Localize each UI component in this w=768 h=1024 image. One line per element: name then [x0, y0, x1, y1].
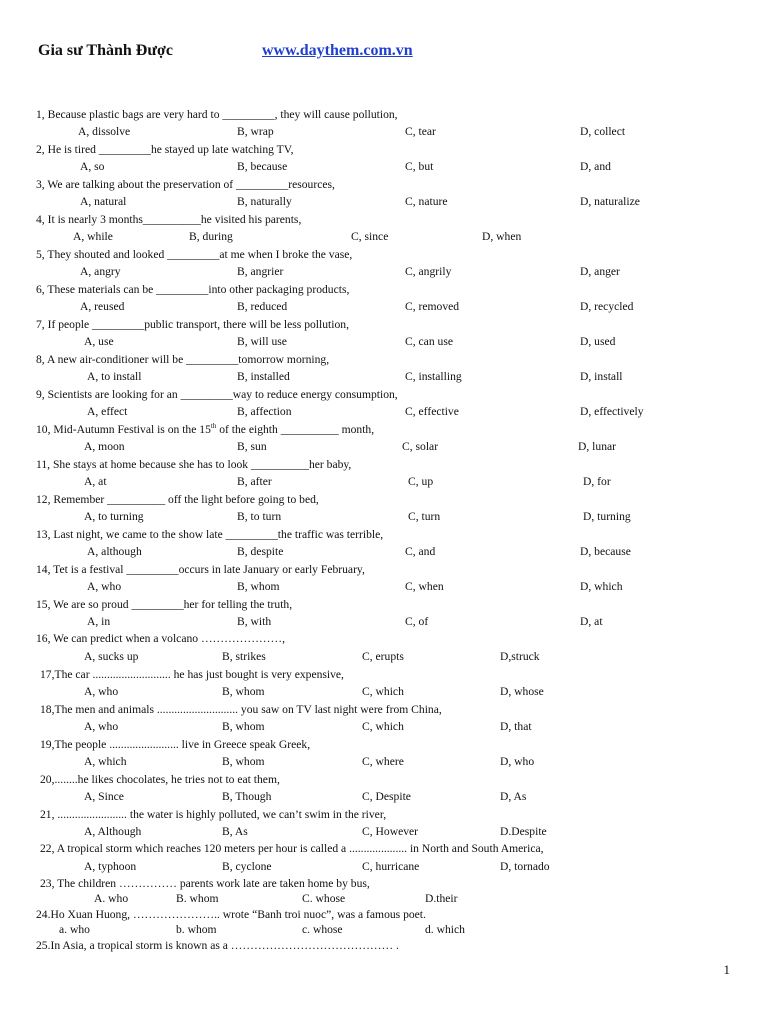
- option-b: B. whom: [176, 892, 219, 905]
- option-a: A, at: [84, 475, 107, 488]
- question-stem: 6, These materials can be _________into other packaging products,: [36, 283, 350, 296]
- question-stem: 9, Scientists are looking for an _________way to reduce energy consumption,: [36, 388, 398, 401]
- question-stem: 4, It is nearly 3 months__________he visited his parents,: [36, 213, 302, 226]
- option-a: A, reused: [80, 300, 125, 313]
- option-c: C, effective: [405, 405, 459, 418]
- option-b: B, wrap: [237, 125, 274, 138]
- option-d: D,struck: [500, 650, 540, 663]
- question-stem: 2, He is tired _________he stayed up late watching TV,: [36, 143, 294, 156]
- option-d: D, anger: [580, 265, 620, 278]
- option-c: C, turn: [408, 510, 441, 523]
- option-a: A, although: [87, 545, 142, 558]
- option-c: C, when: [405, 580, 444, 593]
- option-b: B, to turn: [237, 510, 282, 523]
- option-c: C, installing: [405, 370, 462, 383]
- option-d: D, install: [580, 370, 623, 383]
- question-stem: 8, A new air-conditioner will be _________tomorrow morning,: [36, 353, 330, 366]
- stem-text: 10, Mid-Autumn Festival is on the 15: [36, 423, 211, 436]
- option-b: B, naturally: [237, 195, 292, 208]
- option-d: D, effectively: [580, 405, 644, 418]
- option-a: A, typhoon: [84, 860, 137, 873]
- option-d: D, that: [500, 720, 532, 733]
- option-c: C, of: [405, 615, 429, 628]
- option-d: D, which: [580, 580, 623, 593]
- option-b: B, whom: [237, 580, 280, 593]
- question-stem: 17,The car ........................... he has just bought is very expensive,: [40, 668, 344, 681]
- option-d: D.Despite: [500, 825, 547, 838]
- option-d: D, when: [482, 230, 522, 243]
- question-stem: 22, A tropical storm which reaches 120 meters per hour is called a .................... in North and South America,: [40, 842, 544, 855]
- option-b: B, after: [237, 475, 272, 488]
- option-a: A, effect: [87, 405, 128, 418]
- option-c: C, but: [405, 160, 434, 173]
- question-stem: 1, Because plastic bags are very hard to _________, they will cause pollution,: [36, 108, 398, 121]
- option-b: B, cyclone: [222, 860, 272, 873]
- question-stem: 19,The people ........................ live in Greece speak Greek,: [40, 738, 311, 751]
- question-stem: 11, She stays at home because she has to look __________her baby,: [36, 458, 352, 471]
- option-b: B, despite: [237, 545, 284, 558]
- option-c: C, which: [362, 685, 404, 698]
- option-a: A, in: [87, 615, 111, 628]
- stem-text: of the eighth __________ month,: [216, 423, 375, 436]
- option-a: A, dissolve: [78, 125, 131, 138]
- question-stem: 20,........he likes chocolates, he tries not to eat them,: [40, 773, 280, 786]
- option-c: C, Despite: [362, 790, 411, 803]
- option-a: A, Although: [84, 825, 142, 838]
- website-link[interactable]: www.daythem.com.vn: [262, 42, 413, 59]
- option-a: A, who: [84, 685, 119, 698]
- option-b: B, because: [237, 160, 288, 173]
- option-a: A, angry: [80, 265, 121, 278]
- question-stem: 24.Ho Xuan Huong, ………………….. wrote “Banh troi nuoc”, was a famous poet.: [36, 908, 426, 921]
- option-d: D, tornado: [500, 860, 550, 873]
- option-d: D, because: [580, 545, 631, 558]
- option-d: D, As: [500, 790, 527, 803]
- option-c: C, solar: [402, 440, 439, 453]
- option-c: C, and: [405, 545, 436, 558]
- option-a: A, to turning: [84, 510, 144, 523]
- option-c: C, nature: [405, 195, 448, 208]
- option-a: A. who: [94, 892, 129, 905]
- option-c: C. whose: [302, 892, 346, 905]
- option-b: B, angrier: [237, 265, 284, 278]
- option-d: D, recycled: [580, 300, 634, 313]
- option-a: A, to install: [87, 370, 142, 383]
- option-c: C, However: [362, 825, 419, 838]
- option-a: A, who: [84, 720, 119, 733]
- option-d: D, who: [500, 755, 535, 768]
- question-stem: 21, ........................ the water is highly polluted, we can’t swim in the river,: [40, 808, 387, 821]
- option-d: D, lunar: [578, 440, 616, 453]
- question-stem: 13, Last night, we came to the show late _________the traffic was terrible,: [36, 528, 384, 541]
- option-a: A, sucks up: [84, 650, 139, 663]
- option-a: A, moon: [84, 440, 125, 453]
- option-c: C, since: [351, 230, 389, 243]
- option-a: A, natural: [80, 195, 127, 208]
- option-b: B, strikes: [222, 650, 266, 663]
- option-a: A, use: [84, 335, 114, 348]
- option-b: B, with: [237, 615, 272, 628]
- page-number: 1: [723, 962, 730, 977]
- option-d: d. which: [425, 923, 465, 936]
- option-c: C, hurricane: [362, 860, 420, 873]
- option-a: A, who: [87, 580, 122, 593]
- option-d: D, collect: [580, 125, 626, 138]
- tutor-brand: Gia sư Thành Được: [38, 42, 173, 59]
- option-b: B, Though: [222, 790, 272, 803]
- option-d: D, at: [580, 615, 603, 628]
- question-stem: 14, Tet is a festival _________occurs in late January or early February,: [36, 563, 365, 576]
- option-c: C, removed: [405, 300, 460, 313]
- option-d: D.their: [425, 892, 458, 905]
- question-stem: 16, We can predict when a volcano …………………,: [36, 632, 286, 645]
- option-b: B, installed: [237, 370, 290, 383]
- option-c: C, where: [362, 755, 404, 768]
- option-b: B, will use: [237, 335, 287, 348]
- option-b: B, whom: [222, 755, 265, 768]
- option-b: B, during: [189, 230, 233, 243]
- question-stem: 15, We are so proud _________her for telling the truth,: [36, 598, 293, 611]
- option-b: B, sun: [237, 440, 267, 453]
- option-d: D, naturalize: [580, 195, 640, 208]
- page-header: [38, 42, 738, 64]
- question-stem: 5, They shouted and looked _________at me when I broke the vase,: [36, 248, 353, 261]
- option-d: D, for: [583, 475, 611, 488]
- option-d: D, and: [580, 160, 611, 173]
- question-stem: 18,The men and animals ............................ you saw on TV last night were from China,: [40, 703, 442, 716]
- option-a: A, so: [80, 160, 105, 173]
- option-a: A, which: [84, 755, 127, 768]
- question-stem: 23, The children …………… parents work late are taken home by bus,: [40, 877, 370, 890]
- option-c: C, up: [408, 475, 434, 488]
- option-b: B, affection: [237, 405, 292, 418]
- question-stem: [36, 423, 374, 436]
- option-c: C, erupts: [362, 650, 404, 663]
- option-d: D, used: [580, 335, 616, 348]
- option-a: A, while: [73, 230, 113, 243]
- option-c: C, tear: [405, 125, 436, 138]
- question-stem: 25.In Asia, a tropical storm is known as a …………………………………… .: [36, 939, 399, 952]
- option-d: D, whose: [500, 685, 544, 698]
- option-b: B, whom: [222, 685, 265, 698]
- question-stem: 12, Remember __________ off the light before going to bed,: [36, 493, 319, 506]
- ordinal-suffix: th: [210, 422, 217, 431]
- question-stem: 7, If people _________public transport, there will be less pollution,: [36, 318, 349, 331]
- option-c: C, which: [362, 720, 404, 733]
- option-a: A, Since: [84, 790, 124, 803]
- option-a: a. who: [59, 923, 90, 936]
- question-stem: 3, We are talking about the preservation of _________resources,: [36, 178, 335, 191]
- option-d: D, turning: [583, 510, 631, 523]
- option-b: b. whom: [176, 923, 217, 936]
- option-c: c. whose: [302, 923, 343, 936]
- option-b: B, reduced: [237, 300, 288, 313]
- option-b: B, whom: [222, 720, 265, 733]
- option-b: B, As: [222, 825, 248, 838]
- option-c: C, angrily: [405, 265, 452, 278]
- option-c: C, can use: [405, 335, 453, 348]
